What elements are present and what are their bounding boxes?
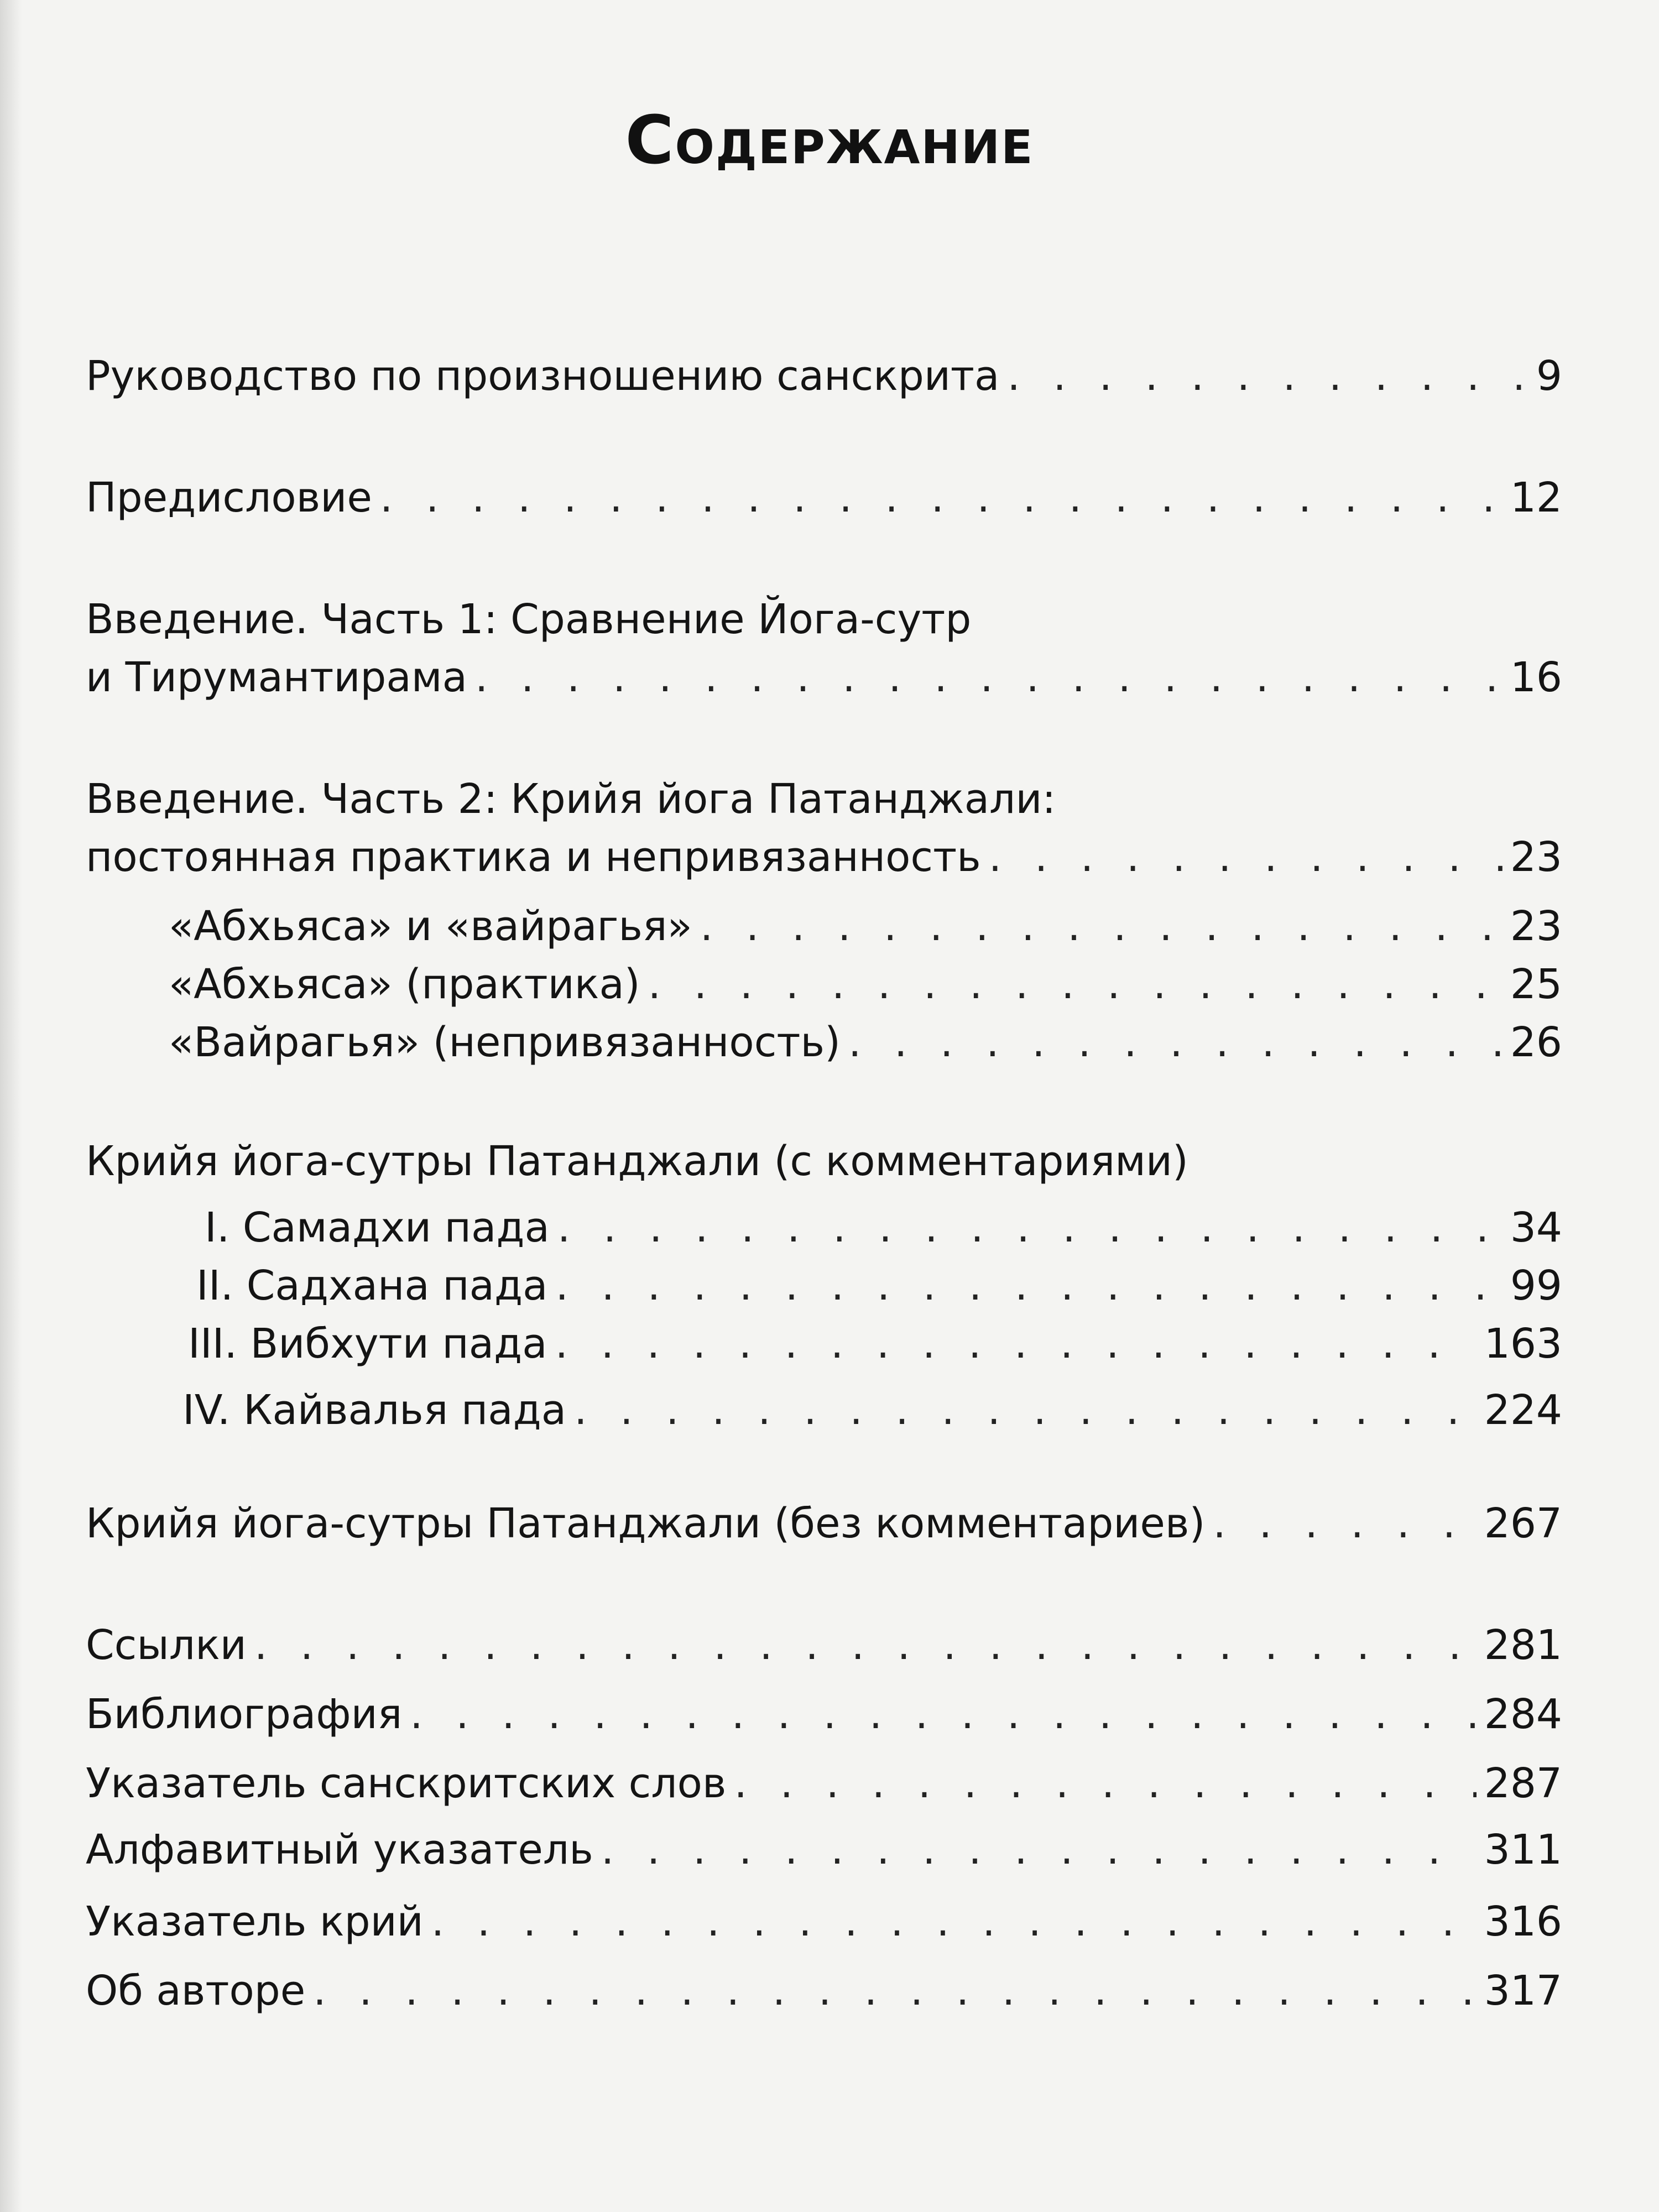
leader-dots	[648, 959, 1503, 1009]
toc-entry-preface[interactable]: Предисловие . . . 12	[86, 473, 1562, 523]
leader-dots	[574, 1385, 1477, 1435]
toc-entry-intro2-line1[interactable]: Введение. Часть 2: Крийя йога Патанджали:	[86, 775, 1056, 823]
leader-dots	[254, 1620, 1477, 1670]
leader-dots	[313, 1966, 1477, 2016]
toc-entry-references[interactable]: Ссылки . . . 281	[86, 1620, 1562, 1670]
leader-dots	[601, 1825, 1477, 1875]
toc-entry-about-author[interactable]: Об авторе . . . 317	[86, 1966, 1562, 2016]
toc-entry-sadhana-pada[interactable]: II. Садхана пада . . . 99	[196, 1261, 1562, 1311]
leader-dots	[410, 1689, 1477, 1739]
toc-entry-bibliography[interactable]: Библиография . . . 284	[86, 1689, 1562, 1739]
leader-dots	[848, 1018, 1503, 1067]
toc-entry-sutras-plain[interactable]: Крийя йога-сутры Патанджали (без комментариев) . . . 267	[86, 1499, 1562, 1548]
toc-entry-sanskrit-index[interactable]: Указатель санскритских слов . . . 287	[86, 1759, 1562, 1808]
toc-entry-vibhuti-pada[interactable]: III. Вибхути пада . . . 163	[188, 1319, 1562, 1369]
page-edge-shadow	[0, 0, 22, 2212]
toc-entry-pronunciation[interactable]: Руководство по произношению санскрита . . . 9	[86, 351, 1562, 401]
leader-dots	[989, 832, 1503, 882]
toc-entry-kriya-index[interactable]: Указатель крий . . . 316	[86, 1897, 1562, 1947]
leader-dots	[555, 1319, 1477, 1369]
leader-dots	[380, 473, 1503, 523]
leader-dots	[475, 653, 1503, 702]
toc-entry-intro1-line1[interactable]: Введение. Часть 1: Сравнение Йога-сутр	[86, 596, 972, 643]
toc-entry-sutras-commentary[interactable]: Крийя йога-сутры Патанджали (с комментариями)	[86, 1138, 1188, 1185]
leader-dots	[1213, 1499, 1476, 1548]
toc-entry-vairagya[interactable]: «Вайрагья» (непривязанность) . . . 26	[169, 1018, 1562, 1067]
leader-dots	[734, 1759, 1477, 1808]
leader-dots	[556, 1261, 1503, 1311]
toc-entry-kaivalya-pada[interactable]: IV. Кайвалья пада . . . 224	[182, 1385, 1562, 1435]
page-title: Содержание	[625, 102, 1034, 179]
leader-dots	[1007, 351, 1528, 401]
leader-dots	[557, 1203, 1503, 1253]
leader-dots	[700, 901, 1503, 951]
toc-entry-intro1[interactable]: и Тирумантирама . . . 16	[86, 653, 1562, 702]
toc-entry-samadhi-pada[interactable]: I. Самадхи пада . . . 34	[205, 1203, 1562, 1253]
toc-entry-abhyasa-vairagya[interactable]: «Абхьяса» и «вайрагья» . . . 23	[169, 901, 1562, 951]
leader-dots	[431, 1897, 1477, 1947]
toc-entry-alphabetical-index[interactable]: Алфавитный указатель . . . 311	[86, 1825, 1562, 1875]
toc-entry-abhyasa[interactable]: «Абхьяса» (практика) . . . 25	[169, 959, 1562, 1009]
toc-entry-intro2[interactable]: постоянная практика и непривязанность . . . 23	[86, 832, 1562, 882]
